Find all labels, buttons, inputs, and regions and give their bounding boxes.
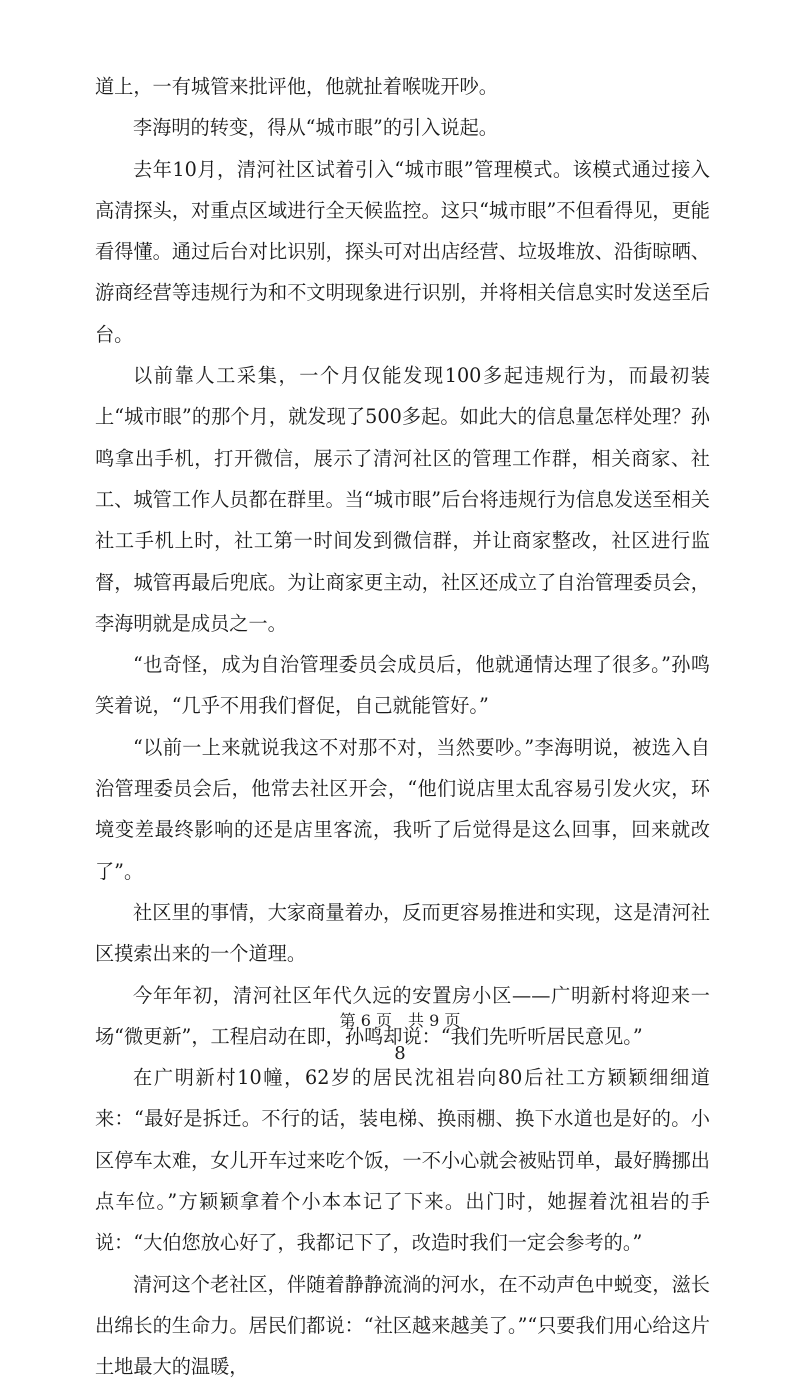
paragraph: 社区里的事情，大家商量着办，反而更容易推进和实现，这是清河社区摸索出来的一个道理。	[95, 900, 710, 966]
paragraph-continuation: 道上，一有城管来批评他，他就扯着喉咙开吵。	[95, 75, 498, 98]
page-info: 第 6 页 共 9 页	[339, 1011, 461, 1030]
paragraph: 去年10月，清河社区试着引入“城市眼”管理模式。该模式通过接入高清探头，对重点区域进行全天候监控。这只“城市眼”不但看得见，更能看得懂。通过后台对比识别，探头可对出店经营、垃圾堆放、沿街晾晒、游商经营等违规行为和不文明现象进行识别，并将相关信息实时发送至后台。	[95, 157, 710, 346]
paragraph: 在广明新村10幢，62岁的居民沈祖岩向80后社工方颖颖细细道来：“最好是拆迁。不行的话，装电梯、换雨棚、换下水道也是好的。小区停车太难，女儿开车过来吃个饭，一不小心就会被贴罚单，最好腾挪出点车位。”方颖颖拿着个小本本记了下来。出门时，她握着沈祖岩的手说：“大伯您放心好了，我都记下了，改造时我们一定会参考的。”	[95, 1066, 710, 1255]
paragraph: “以前一上来就说我这不对那不对，当然要吵。”李海明说，被选入自治管理委员会后，他常去社区开会，“他们说店里太乱容易引发火灾，环境变差最终影响的还是店里客流，我听了后觉得是这么回事，回来就改了”。	[95, 735, 710, 883]
paragraph: “也奇怪，成为自治管理委员会成员后，他就通情达理了很多。”孙鸣笑着说，“几乎不用我们督促，自己就能管好。”	[95, 653, 710, 718]
paragraph: 清河这个老社区，伴随着静静流淌的河水，在不动声色中蜕变，滋长出绵长的生命力。居民们都说：“社区越来越美了。”“只要我们用心给这片土地最大的温暖，	[95, 1272, 710, 1379]
article-body	[95, 66, 710, 1388]
paragraph: 今年年初，清河社区年代久远的安置房小区——广明新村将迎来一场“微更新”，工程启动在即，孙鸣却说：“我们先听听居民意见。”	[95, 983, 710, 1048]
page-number: 8	[394, 1043, 406, 1064]
paragraph: 李海明的转变，得从“城市眼”的引入说起。	[133, 116, 498, 140]
paragraph: 以前靠人工采集，一个月仅能发现100多起违规行为，而最初装上“城市眼”的那个月，就发现了500多起。如此大的信息量怎样处理？孙鸣拿出手机，打开微信，展示了清河社区的管理工作群，相关商家、社工、城管工作人员都在群里。当“城市眼”后台将违规行为信息发送至相关社工手机上时，社工第一时间发到微信群，并让商家整改，社区进行监督，城管再最后兜底。为让商家更主动，社区还成立了自治管理委员会，李海明就是成员之一。	[95, 364, 710, 635]
